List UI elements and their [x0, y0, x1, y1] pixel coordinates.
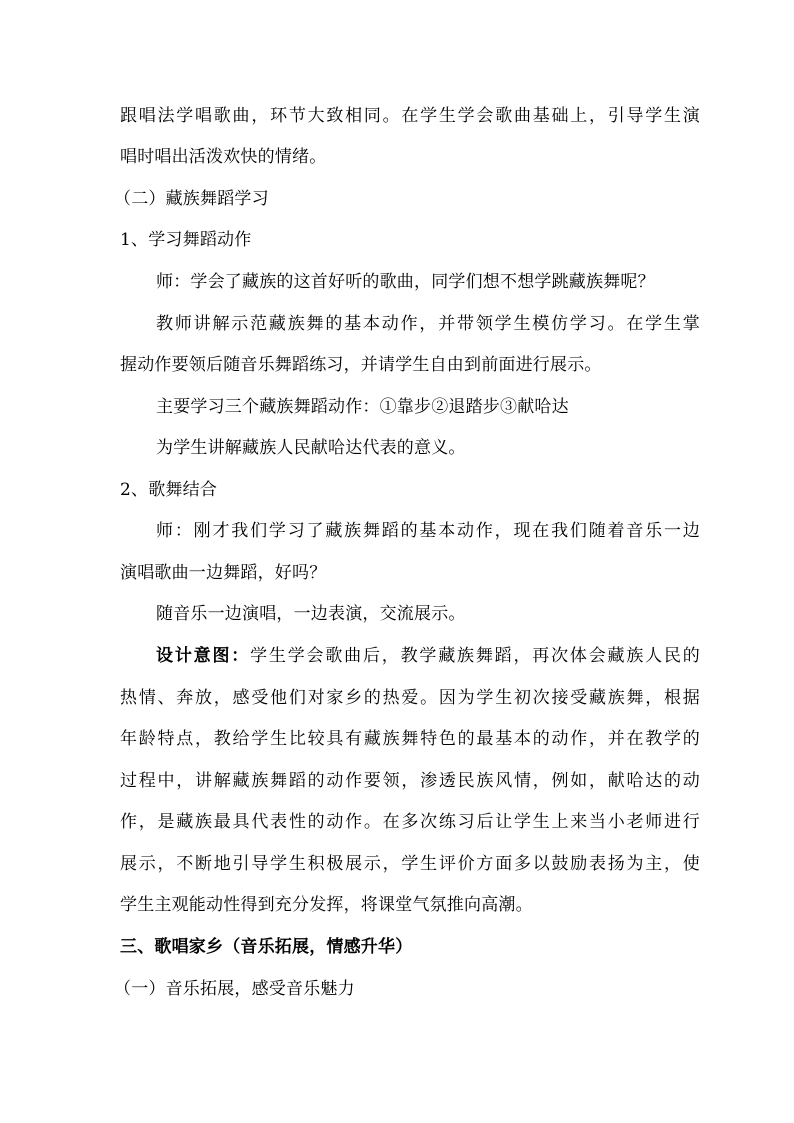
- paragraph-line: 过程中，讲解藏族舞蹈的动作要领，渗透民族风情，例如，献哈达的动: [120, 771, 700, 791]
- paragraph-line: 师：学会了藏族的这首好听的歌曲，同学们想不想学跳藏族舞呢？: [156, 272, 655, 292]
- paragraph-line: 教师讲解示范藏族舞的基本动作，并带领学生模仿学习。在学生掌: [156, 314, 700, 334]
- paragraph-line: 跟唱法学唱歌曲，环节大致相同。在学生学会歌曲基础上，引导学生演: [120, 106, 700, 126]
- paragraph-line: 作，是藏族最具代表性的动作。在多次练习后让学生上来当小老师进行: [120, 812, 700, 832]
- paragraph-line: 展示，不断地引导学生积极展示，学生评价方面多以鼓励表扬为主，使: [120, 854, 700, 874]
- design-intent-label: 设计意图：: [156, 646, 251, 666]
- paragraph-line: 握动作要领后随音乐舞蹈练习，并请学生自由到前面进行展示。: [120, 355, 602, 375]
- paragraph-line: 主要学习三个藏族舞蹈动作：①靠步②退踏步③献哈达: [156, 397, 569, 417]
- subsection-heading: 1、学习舞蹈动作: [120, 230, 252, 250]
- paragraph-line: 年龄特点，教给学生比较具有藏族舞特色的最基本的动作，并在教学的: [120, 729, 700, 749]
- design-intent-text: 学生学会歌曲后，教学藏族舞蹈，再次体会藏族人民的: [250, 646, 700, 666]
- paragraph-line: 热情、奔放，感受他们对家乡的热爱。因为学生初次接受藏族舞，根据: [120, 688, 700, 708]
- paragraph-line: 学生主观能动性得到充分发挥，将课堂气氛推向高潮。: [120, 895, 533, 915]
- section-heading: 三、歌唱家乡（音乐拓展，情感升华）: [120, 937, 413, 957]
- paragraph-line: 为学生讲解藏族人民献哈达代表的意义。: [156, 438, 466, 458]
- paragraph-line: 师：刚才我们学习了藏族舞蹈的基本动作，现在我们随着音乐一边: [156, 521, 700, 541]
- design-intent-line: [156, 644, 700, 668]
- paragraph-line: 唱时唱出活泼欢快的情绪。: [120, 147, 327, 167]
- section-heading: （一）音乐拓展，感受音乐魅力: [114, 979, 355, 999]
- paragraph-line: 随音乐一边演唱，一边表演，交流展示。: [156, 604, 466, 624]
- paragraph-line: 演唱歌曲一边舞蹈，好吗？: [120, 563, 327, 583]
- subsection-heading: 2、歌舞结合: [120, 480, 218, 500]
- section-heading: （二）藏族舞蹈学习: [114, 189, 269, 209]
